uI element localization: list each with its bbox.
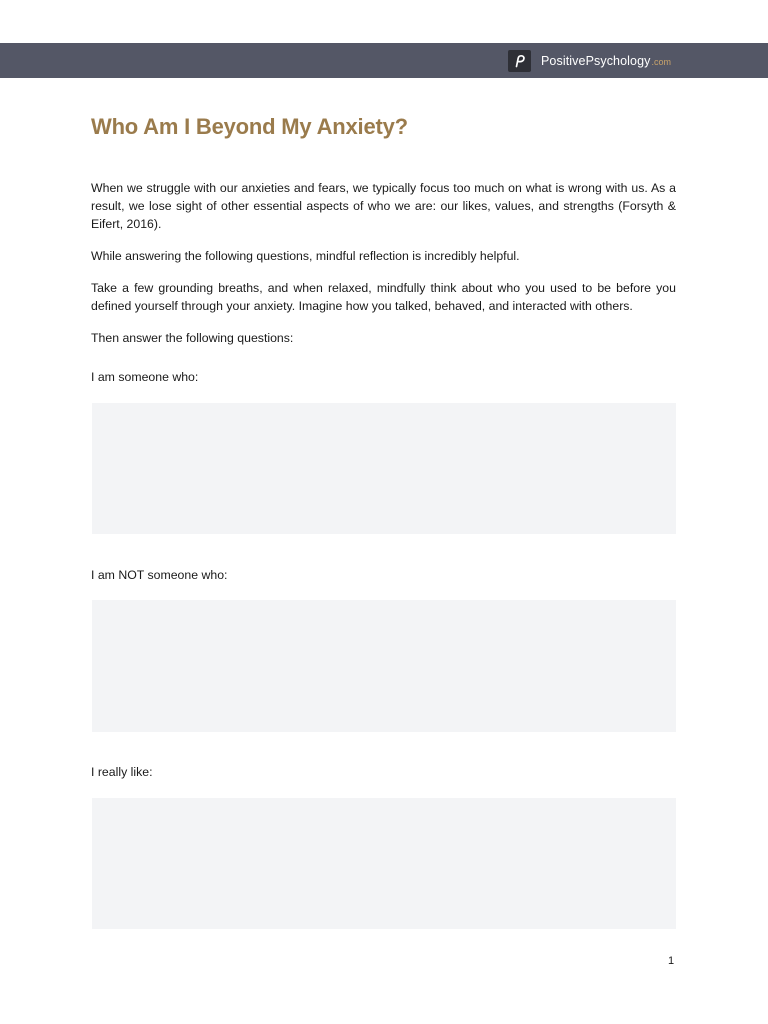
question-label-not-someone-who: I am NOT someone who: bbox=[91, 568, 228, 582]
grounding-paragraph: Take a few grounding breaths, and when relaxed, mindfully think about who you used to be before you defined yourself through your anxiety. Imagine how you talked, behaved, and interacted with others. bbox=[91, 281, 676, 313]
page-title: Who Am I Beyond My Anxiety? bbox=[91, 114, 408, 139]
brand-tld: .com bbox=[651, 57, 672, 67]
question-label-really-like: I really like: bbox=[91, 765, 153, 779]
positive-psychology-logo-icon bbox=[508, 50, 531, 72]
answer-box-really-like[interactable] bbox=[92, 798, 676, 929]
question-label-someone-who: I am someone who: bbox=[91, 370, 199, 384]
answer-box-not-someone-who[interactable] bbox=[92, 600, 676, 732]
page-number: 1 bbox=[668, 955, 675, 967]
reflection-paragraph: While answering the following questions, mindful reflection is incredibly helpful. bbox=[91, 249, 520, 263]
brand bbox=[508, 50, 671, 72]
answer-box-someone-who[interactable] bbox=[92, 403, 676, 534]
instruction-paragraph: Then answer the following questions: bbox=[91, 331, 294, 345]
intro-paragraph: When we struggle with our anxieties and fears, we typically focus too much on what is wrong with us. As a result, we lose sight of other essential aspects of who we are: our likes, values, and strengths (Forsyth & Eifert, 2016). bbox=[91, 181, 676, 231]
header-bar bbox=[0, 43, 768, 78]
brand-name: PositivePsychology bbox=[541, 54, 651, 68]
